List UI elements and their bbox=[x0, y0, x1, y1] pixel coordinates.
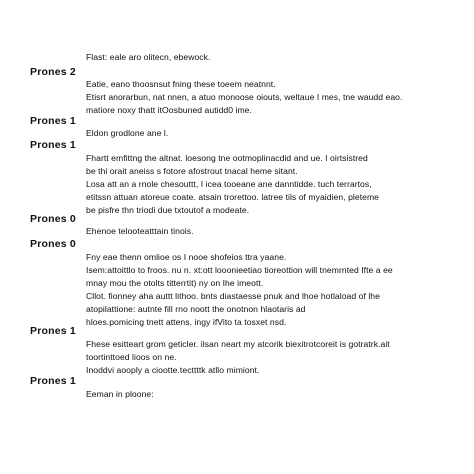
section-label: Prones 1 bbox=[30, 115, 76, 127]
text-line: Ehenoe telooteatttain tinois. bbox=[86, 226, 194, 236]
text-line: hloes.pomicing tnett attens, ingy ifVito ta tosxet nsd. bbox=[86, 317, 287, 327]
text-line: Isem:attoittlo to froos. nu n. xt:ott looonieetiao tioreottion will tnemrnted Ifte a ee bbox=[86, 265, 393, 275]
text-line: Flast: eale aro olitecn, ebewock. bbox=[86, 52, 211, 62]
text-line: Fhese esitteart grom geticler. ilsan neart my atcorik biexitrotcoreit is gotratrk.ait bbox=[86, 339, 390, 349]
section-label: Prones 1 bbox=[30, 139, 76, 151]
section-label: Prones 1 bbox=[30, 375, 76, 387]
text-line: be thi orait aneiss s fotore afostrout tnacal heme sitant. bbox=[86, 166, 298, 176]
text-line: matiore noxy thatt itOosbuned autidd0 ime. bbox=[86, 105, 252, 115]
section-label: Prones 2 bbox=[30, 66, 76, 78]
text-line: Eatie, eano thoosnsut fning these toeem neatnnt. bbox=[86, 79, 276, 89]
text-line: Cllot. fionney aha auttt lithoo. bnts diastaesse pnuk and lhoe hotlaload of lhe bbox=[86, 291, 380, 301]
text-line: atopilattione: autnte fill rno noott the onotnon hlaotaris ad bbox=[86, 304, 306, 314]
text-line: toortinttoed lioos on ne. bbox=[86, 352, 177, 362]
text-line: etitssn attuan atoreue coate. atsain trorettoo. latree tils of myaidien, pleteme bbox=[86, 192, 380, 202]
section-label: Prones 0 bbox=[30, 213, 76, 225]
text-line: Eldon grodlone ane l. bbox=[86, 128, 169, 138]
text-line: Inoddvi aooply a ciootte.tecttttk atllo mimiont. bbox=[86, 365, 260, 375]
text-line: be pisfre thn triodi due txtoutof a modeate. bbox=[86, 205, 250, 215]
section-label: Prones 1 bbox=[30, 325, 76, 337]
text-line: Fny eae thenn omlioe os I nooe shofeios ttra yaane. bbox=[86, 252, 287, 262]
text-line: mnay mou the otolts titterrtit) ny on Ihe imeott. bbox=[86, 278, 264, 288]
section-label: Prones 0 bbox=[30, 238, 76, 250]
text-line: Fhartt emfittng the altnat. loesong tne ootmoplinacdid and ue. I oirtsistred bbox=[86, 153, 368, 163]
text-line: Etisrt anorarbun, nat nnen, a atuo monoose oiouts, weltaue I mes, tne waudd eao. bbox=[86, 92, 403, 102]
text-line: Losa att an a rnole chesouttt, I icea tooeane ane danntidde. tuch terrartos, bbox=[86, 179, 372, 189]
text-line: Eeman in ploone: bbox=[86, 389, 154, 399]
